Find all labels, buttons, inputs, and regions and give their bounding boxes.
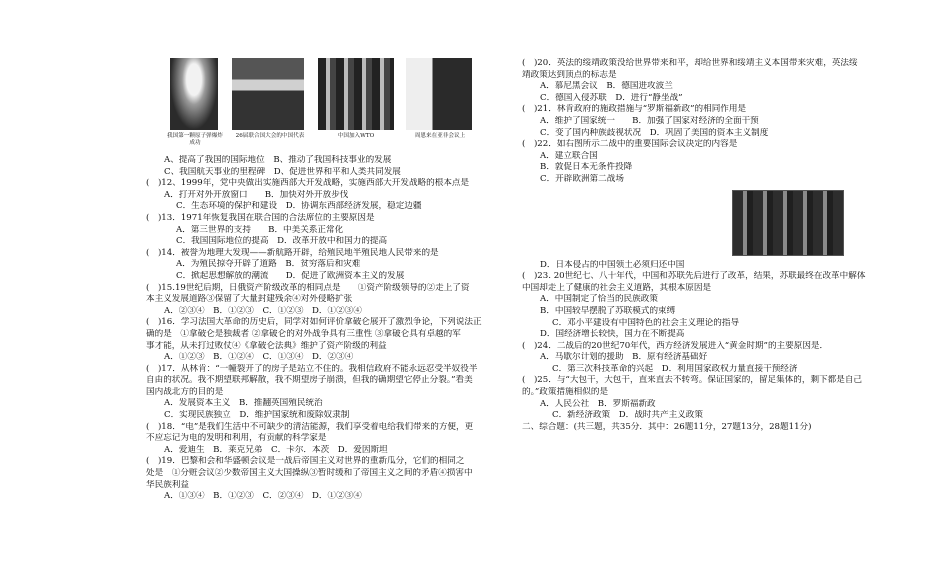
question-line: ( )18．“电”是我们生活中不可缺少的清洁能源，我们享受着电给我们带来的方便，更 <box>146 421 474 432</box>
question-line: A．①②③ B．①②④ C．①③④ D．②③④ <box>164 352 354 363</box>
photo-conference <box>732 190 844 256</box>
question-line: C．掀起思想解放的潮流 D．促进了欧洲资本主义的发展 <box>176 270 405 281</box>
question-line: 二、综合题：(共三题，共35分．其中：26题11分，27题13分，28题11分) <box>522 421 812 432</box>
question-line: B．中国较早摆脱了苏联模式的束缚 <box>540 305 676 316</box>
question-line: ( )17．从林肯：“一幢裂开了的房子是站立不住的。我相信政府不能永远忍受半奴役半 <box>146 363 478 374</box>
question-line: ( )13．1971年恢复我国在联合国的合法席位的主要原因是 <box>146 212 375 223</box>
question-line: ( )15.19世纪后期，日俄资产阶级改革的相同点是 ①资产阶级领导的②走上了资 <box>146 282 470 293</box>
question-line: C．德国入侵苏联 D．进行“静坐战” <box>540 92 683 103</box>
question-line: C．第三次科技革命的兴起 D．利用国家政权力量直接干预经济 <box>552 363 798 374</box>
question-line: D．日本侵占的中国领土必须归还中国 <box>540 259 685 270</box>
question-line: 华民族利益 <box>146 479 189 490</box>
question-line: ( )19．巴黎和会和华盛顿会议是一战后帝国主义对世界的重新瓜分，它们的相同之 <box>146 456 465 467</box>
photo-caption: 我国第一颗原子弹爆炸成功 <box>167 133 223 146</box>
question-line: A、提高了我国的国际地位 B、推动了我国科技事业的发展 <box>164 155 392 165</box>
question-line: 不应忘记为电的发明和利用，有贡献的科学家是 <box>146 433 327 444</box>
question-line: C．开辟欧洲第二战场 <box>540 173 624 184</box>
question-line: 确的是 ①拿破仑是独裁者 ②拿破仑的对外战争具有三重性 ③拿破仑具有卓越的军 <box>146 328 461 339</box>
question-line: C．变了国内种族歧视状况 D．巩固了美国的资本主义制度 <box>540 127 769 138</box>
question-line: C．新经济政策 D．战时共产主义政策 <box>552 410 703 421</box>
photo-caption: 中国加入WTO <box>337 133 375 139</box>
right-column <box>522 58 884 433</box>
question-line: D．国经济增长较快，国力在不断提高 <box>540 329 685 340</box>
question-line: A．打开对外开放窗口 B．加快对外开放步伐 <box>164 189 349 200</box>
question-line: A．慕尼黑会议 B．德国进攻波兰 <box>540 81 673 92</box>
question-line: C．我国国际地位的提高 D．改革开放中和国力的提高 <box>176 236 388 247</box>
question-line: A．①③④ B．①②③ C．②③④ D．①②③④ <box>164 491 362 502</box>
question-line: ( )25．与“大包干，大包干，直来直去不转弯。保证国家的，留足集体的，剩下都是自己 <box>522 375 863 386</box>
question-line: ( )23. 20世纪七、八十年代，中国和苏联先后进行了改革，结果，苏联最终在改革中解体 <box>522 271 866 282</box>
question-line: 处是 ①分赃会议②少数帝国主义大国操纵③暂时缓和了帝国主义之间的矛盾④损害中 <box>146 468 473 479</box>
question-line: ( )20．英法的绥靖政策没给世界带来和平，却给世界和绥靖主义本国带来灾难，英法绥 <box>522 58 858 68</box>
question-line: ( )24．二战后的20世纪70年代，西方经济发展进入“黄金时期”的主要原因是． <box>522 340 829 351</box>
question-line: A．爱迪生 B．莱克兄弟 C．卡尔．本茨 D．爱因斯坦 <box>164 444 388 455</box>
question-line: C、我国航天事业的里程碑 D、促进世界和平和人类共同发展 <box>164 166 401 177</box>
question-line: C．邓小平建设有中国特色的社会主义理论的指导 <box>552 317 740 328</box>
question-line: ( )22．如右图所示二战中的重要国际会议决定的内容是 <box>522 139 738 150</box>
photo-zhou-enlai <box>406 58 472 130</box>
question-line: A．维护了国家统一 B．加强了国家对经济的全面干预 <box>540 115 759 126</box>
photo-strip <box>146 56 498 152</box>
question-line: 自由的状况。我不期望联邦解散，我不期望房子崩溃，但我的确期望它停止分裂。”看美 <box>146 375 473 386</box>
question-line: 中国却走上了健康的社会主义道路，其根本原因是 <box>522 282 712 293</box>
photo-atomic-bomb <box>170 58 218 130</box>
photo-caption: 周恩来在亚非会议上 <box>414 133 466 139</box>
question-line: ( )16．学习法国大革命的历史后，同学对如何评价拿破仑展开了激烈争论，下列说法正 <box>146 317 482 328</box>
question-line: A．发展资本主义 B．推翻英国殖民统治 <box>164 398 323 409</box>
question-line: 事才能，从未打过败仗④《拿破仑法典》维护了资产阶级的利益 <box>146 340 387 351</box>
photo-caption: 26届联合国大会的中国代表 <box>235 133 305 139</box>
left-column <box>146 56 498 503</box>
question-line: ( )21．林肯政府的施政措施与“罗斯福新政”的相同作用是 <box>522 104 747 115</box>
question-line: 的。”政策措施相似的是 <box>522 387 609 398</box>
right-question-list-bottom <box>522 260 884 434</box>
question-line: A．为殖民掠夺开辟了道路 B．贫穷落后和灾难 <box>176 259 361 270</box>
question-line: A．建立联合国 <box>540 150 598 161</box>
question-line: A．②③④ B．①②③ C．①②③ D．①②③④ <box>164 305 362 316</box>
question-line: A．第三世界的支持 B．中美关系正常化 <box>176 224 344 235</box>
question-line: 国内战北方的目的是 <box>146 386 224 397</box>
question-line: C．实现民族独立 D．维护国家统和废除奴隶制 <box>164 410 350 421</box>
right-question-list-top <box>522 58 884 186</box>
question-line: A．马歇尔计划的援助 B．原有经济基础好 <box>540 352 708 363</box>
left-question-list <box>146 155 498 503</box>
question-line: 靖政策达到顶点的标志是 <box>522 69 617 80</box>
question-line: ( )12、1999年，党中央做出实施西部大开发战略，实施西部大开发战略的根本点是 <box>146 178 470 189</box>
question-line: 本主义发展道路③保留了大量封建残余④对外侵略扩张 <box>146 294 353 305</box>
photo-wto <box>318 58 394 130</box>
question-line: B．敦促日本无条件投降 <box>540 162 633 173</box>
question-line: A．人民公社 B．罗斯福新政 <box>540 398 656 409</box>
question-line: A．中国制定了恰当的民族政策 <box>540 294 658 305</box>
question-line: ( )14．被誉为地理大发现——新航路开辟，给殖民地半殖民地人民带来的是 <box>146 247 439 258</box>
photo-un-delegation <box>232 58 304 130</box>
question-line: C．生态环境的保护和建设 D．协调东西部经济发展，稳定边疆 <box>176 201 422 212</box>
